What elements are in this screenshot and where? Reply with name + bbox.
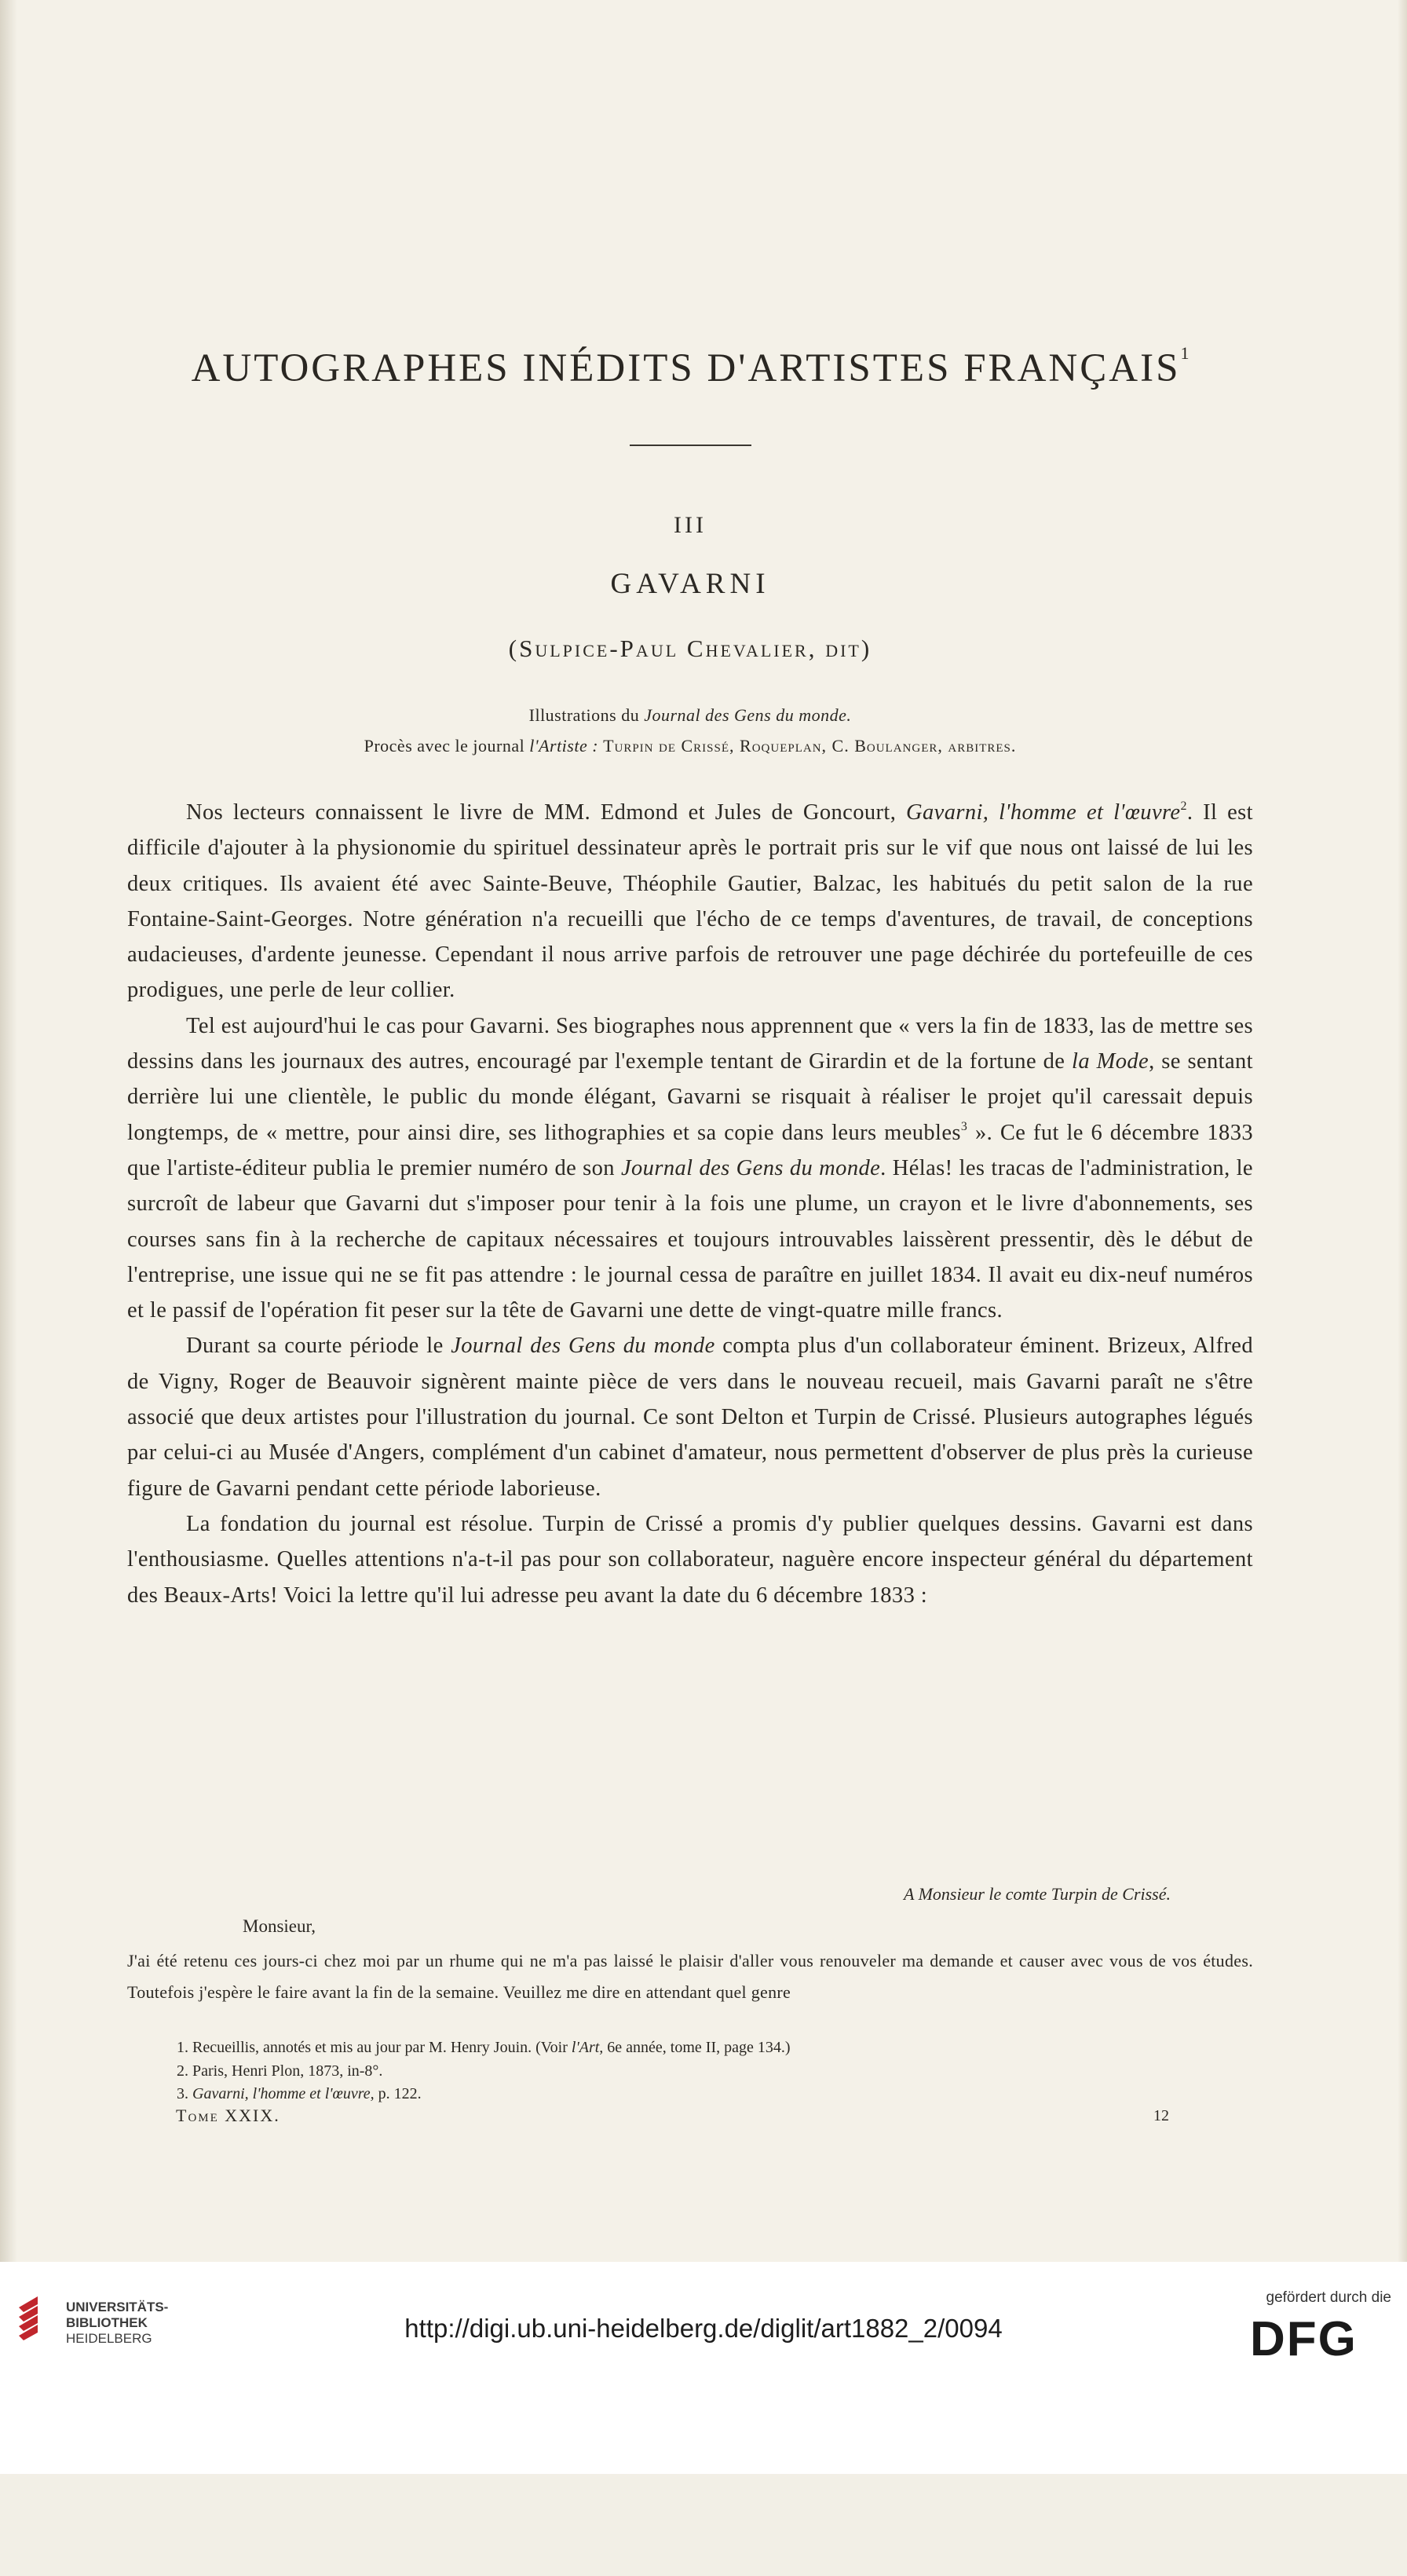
paragraph: La fondation du journal est résolue. Turpin de Crissé a promis d'y publier quelques dessins. Gavarni est dans l'enthousiasme. Quelles attentions n'a-t-il pas pour son collaborateur, naguère encore inspecteur général du département des Beaux-Arts! Voici la lettre qu'il lui adresse peu avant la date du 6 décembre 1833 : bbox=[127, 1511, 1253, 1608]
permalink-url[interactable]: http://digi.ub.uni-heidelberg.de/diglit/art1882_2/0094 bbox=[404, 2314, 1003, 2343]
article-body bbox=[127, 795, 1253, 1613]
paragraph: Nos lecteurs connaissent le livre de MM. Edmond et Jules de Goncourt, Gavarni, l'homme et l'œuvre$^2$. Il est difficile d'ajouter à la physionomie du spirituel dessinateur après le portrait pris sur le vif que nous ont laissé de lui les deux critiques. Ils avaient été avec Sainte-Beuve, Théophile Gautier, Balzac, les habitués du petit salon de la rue Fontaine-Saint-Georges. Notre génération n'a recueilli que l'écho de ce temps d'aventures, de travail, de conceptions audacieuses, d'ardente jeunesse. Cependant il nous arrive parfois de retrouver une page déchirée du portefeuille de ces prodigues, une perle de leur collier. bbox=[127, 800, 1253, 1003]
section-number: III bbox=[674, 512, 707, 538]
footnotes bbox=[177, 2036, 1197, 2106]
paragraph: Durant sa courte période le Journal des Gens du monde compta plus d'un collaborateur éminent. Brizeux, Alfred de Vigny, Roger de Beauvoir signèrent mainte pièce de vers dans le nouveau recueil, mais Gavarni paraît ne s'être associé que deux artistes pour l'illustration du journal. Ce sont Delton et Turpin de Crissé. Plusieurs autographes légués par celui-ci au Musée d'Angers, complément d'un cabinet d'amateur, nous permettent d'observer de plus près la curieuse figure de Gavarni pendant cette période laborieuse. bbox=[127, 1334, 1253, 1501]
funding-label: gefördert durch die bbox=[1266, 2289, 1391, 2306]
volume-label: Tome XXIX. bbox=[176, 2106, 280, 2125]
title-footnote-ref: 1 bbox=[1180, 343, 1190, 363]
article-title: AUTOGRAPHES INÉDITS D'ARTISTES FRANÇAIS$^1$ bbox=[191, 343, 1190, 390]
letter-text: J'ai été retenu ces jours-ci chez moi par un rhume qui ne m'a pas laissé le plaisir d'aller vous renouveler ma demande et causer avec vous de vos études. Toutefois j'espère le faire avant la fin de la semaine. Veuillez me dire en attendant quel genre bbox=[127, 1951, 1253, 2002]
dfg-logo-text: DFG bbox=[1250, 2313, 1358, 2360]
artist-full-name: (Sulpice-Paul Chevalier, dit) bbox=[508, 635, 872, 662]
paragraph: Tel est aujourd'hui le cas pour Gavarni. Ses biographes nous apprennent que « vers la fin de 1833, las de mettre ses dessins dans les journaux des autres, encouragé par l'exemple tentant de Girardin et de la fortune de la Mode, se sentant derrière lui une clientèle, le public du monde élégant, Gavarni se risquait à réaliser le projet qu'il caressait depuis longtemps, de « mettre, pour ainsi dire, ses lithographies et sa copie dans leurs meubles$^3$ ». Ce fut le 6 décembre 1833 que l'artiste-éditeur publia le premier numéro de son Journal des Gens du monde. Hélas! les tracas de l'administration, le surcroît de labeur que Gavarni dut s'imposer pour tenir à la fois une plume, un crayon et le livre d'abonnements, ses courses sans fin à la recherche de capitaux nécessaires et toujours introuvables laissèrent pressentir, dès le début de l'entreprise, une issue qui ne se fit pas attendre : le journal cessa de paraître en juillet 1834. Il avait eu dix-neuf numéros et le passif de l'opération fit peser sur la tête de Gavarni une dette de vingt-quatre mille francs. bbox=[127, 1013, 1253, 1323]
subject-line-2: Procès avec le journal l'Artiste : Turpin de Crissé, Roqueplan, C. Boulanger, arbitres. bbox=[364, 736, 1017, 756]
page-gutter-left bbox=[0, 0, 17, 2474]
page-gutter-right bbox=[1398, 0, 1407, 2474]
subject-line-1: Illustrations du Journal des Gens du monde. bbox=[528, 705, 852, 725]
letter-addressee: A Monsieur le comte Turpin de Crissé. bbox=[904, 1884, 1171, 1904]
library-name[interactable]: UNIVERSITÄTS- BIBLIOTHEK HEIDELBERG bbox=[66, 2300, 169, 2346]
page-number: 12 bbox=[1153, 2107, 1169, 2124]
artist-name: GAVARNI bbox=[610, 568, 770, 600]
letter-salutation: Monsieur, bbox=[243, 1916, 316, 1936]
footnote-1: 1. Recueillis, annotés et mis au jour par M. Henry Jouin. (Voir l'Art, 6e année, tome II, page 134.) bbox=[177, 2039, 791, 2056]
footnote-2: 2. Paris, Henri Plon, 1873, in-8°. bbox=[177, 2062, 383, 2080]
dfg-logo-icon[interactable] bbox=[1250, 2313, 1391, 2360]
viewer-footer bbox=[0, 2262, 1407, 2474]
title-divider bbox=[630, 445, 751, 446]
footnote-3: 3. Gavarni, l'homme et l'œuvre, p. 122. bbox=[177, 2085, 422, 2102]
